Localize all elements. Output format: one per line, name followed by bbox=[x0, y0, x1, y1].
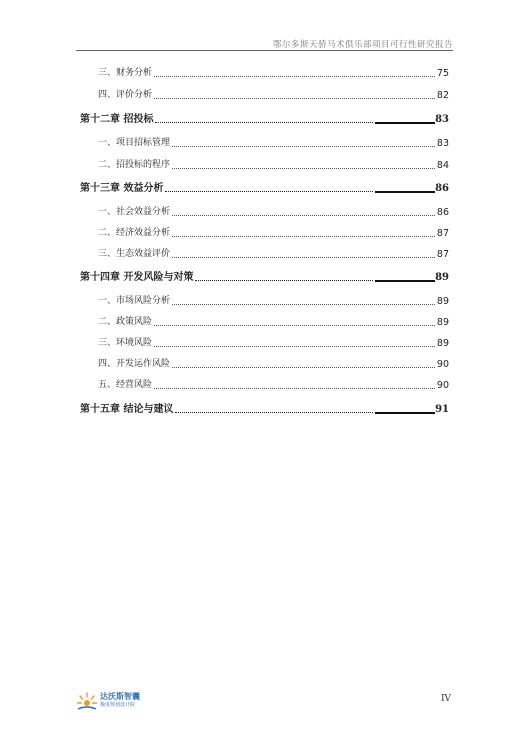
leader-dots bbox=[154, 345, 435, 347]
toc-entry-label: 二、经济效益分析 bbox=[98, 228, 171, 238]
leader-rule bbox=[375, 122, 435, 124]
leader-dots bbox=[172, 167, 435, 169]
leader-dots bbox=[154, 324, 435, 326]
toc-entry-label: 第十三章 效益分析 bbox=[80, 183, 164, 194]
toc-entry-label: 第十五章 结论与建议 bbox=[80, 404, 174, 415]
toc-entry-label: 一、社会效益分析 bbox=[98, 207, 171, 217]
toc-entry-page: 89 bbox=[435, 272, 449, 283]
toc-entry-page: 89 bbox=[436, 338, 449, 349]
toc-entry-page: 89 bbox=[436, 317, 449, 328]
toc-entry-page: 87 bbox=[436, 249, 449, 260]
logo-subtitle: 极度规划设计院 bbox=[100, 702, 136, 708]
toc-entry-page: 86 bbox=[436, 207, 449, 218]
leader-dots bbox=[172, 256, 435, 258]
toc-entry-page: 83 bbox=[436, 138, 449, 149]
leader-rule bbox=[375, 412, 435, 414]
toc-entry[interactable] bbox=[80, 203, 449, 219]
leader-dots bbox=[172, 366, 435, 368]
leader-dots bbox=[154, 75, 435, 77]
publisher-logo bbox=[76, 691, 140, 711]
toc-entry[interactable] bbox=[80, 268, 449, 284]
toc-entry-page: 86 bbox=[435, 183, 449, 194]
toc-entry-page: 83 bbox=[435, 114, 449, 125]
leader-dots bbox=[165, 190, 373, 192]
toc-entry[interactable] bbox=[80, 400, 449, 416]
toc-entry-label: 二、招投标的程序 bbox=[98, 160, 171, 170]
running-header: 鄂尔多斯天骄马术俱乐部项目可行性研究报告 bbox=[272, 40, 453, 50]
toc-entry[interactable] bbox=[80, 224, 449, 240]
toc-entry[interactable] bbox=[80, 86, 449, 102]
toc-entry-page: 90 bbox=[436, 380, 449, 391]
logo-name: 达沃斯智囊 bbox=[100, 692, 140, 701]
toc-entry[interactable] bbox=[80, 334, 449, 350]
sunburst-icon bbox=[76, 691, 98, 711]
toc-entry-label: 四、评价分析 bbox=[98, 90, 153, 100]
toc-entry[interactable] bbox=[80, 245, 449, 261]
leader-rule bbox=[375, 191, 435, 193]
toc-entry-label: 一、项目招标管理 bbox=[98, 138, 171, 148]
toc-entry-label: 三、环境风险 bbox=[98, 338, 153, 348]
toc-entry[interactable] bbox=[80, 134, 449, 150]
toc-entry-label: 四、开发运作风险 bbox=[98, 359, 171, 369]
toc-entry[interactable] bbox=[80, 376, 449, 392]
toc-entry[interactable] bbox=[80, 156, 449, 172]
leader-rule bbox=[375, 280, 435, 282]
toc-entry-label: 第十二章 招投标 bbox=[80, 114, 154, 125]
leader-dots bbox=[172, 214, 435, 216]
toc-entry[interactable] bbox=[80, 292, 449, 308]
page-number: IV bbox=[440, 694, 451, 704]
toc-entry[interactable] bbox=[80, 355, 449, 371]
leader-dots bbox=[172, 235, 435, 237]
leader-dots bbox=[172, 145, 435, 147]
leader-dots bbox=[155, 121, 373, 123]
header-rule bbox=[76, 50, 453, 51]
toc-entry-page: 84 bbox=[436, 160, 449, 171]
toc-entry[interactable] bbox=[80, 64, 449, 80]
toc-entry-label: 五、经营风险 bbox=[98, 380, 153, 390]
leader-dots bbox=[172, 303, 435, 305]
leader-dots bbox=[175, 411, 373, 413]
toc-entry-page: 89 bbox=[436, 296, 449, 307]
toc-entry[interactable] bbox=[80, 110, 449, 126]
toc-entry-label: 三、财务分析 bbox=[98, 68, 153, 78]
leader-dots bbox=[154, 97, 435, 99]
toc-entry-page: 75 bbox=[436, 68, 449, 79]
toc-entry-label: 一、市场风险分析 bbox=[98, 296, 171, 306]
toc-entry-page: 91 bbox=[435, 404, 449, 415]
leader-dots bbox=[154, 387, 435, 389]
toc-entry-label: 第十四章 开发风险与对策 bbox=[80, 272, 194, 283]
toc-entry[interactable] bbox=[80, 179, 449, 195]
toc-entry-label: 三、生态效益评价 bbox=[98, 249, 171, 259]
toc-entry-label: 二、政策风险 bbox=[98, 317, 153, 327]
toc-entry-page: 82 bbox=[436, 90, 449, 101]
toc-entry-page: 87 bbox=[436, 228, 449, 239]
toc-entry[interactable] bbox=[80, 313, 449, 329]
leader-dots bbox=[195, 279, 373, 281]
toc-entry-page: 90 bbox=[436, 359, 449, 370]
